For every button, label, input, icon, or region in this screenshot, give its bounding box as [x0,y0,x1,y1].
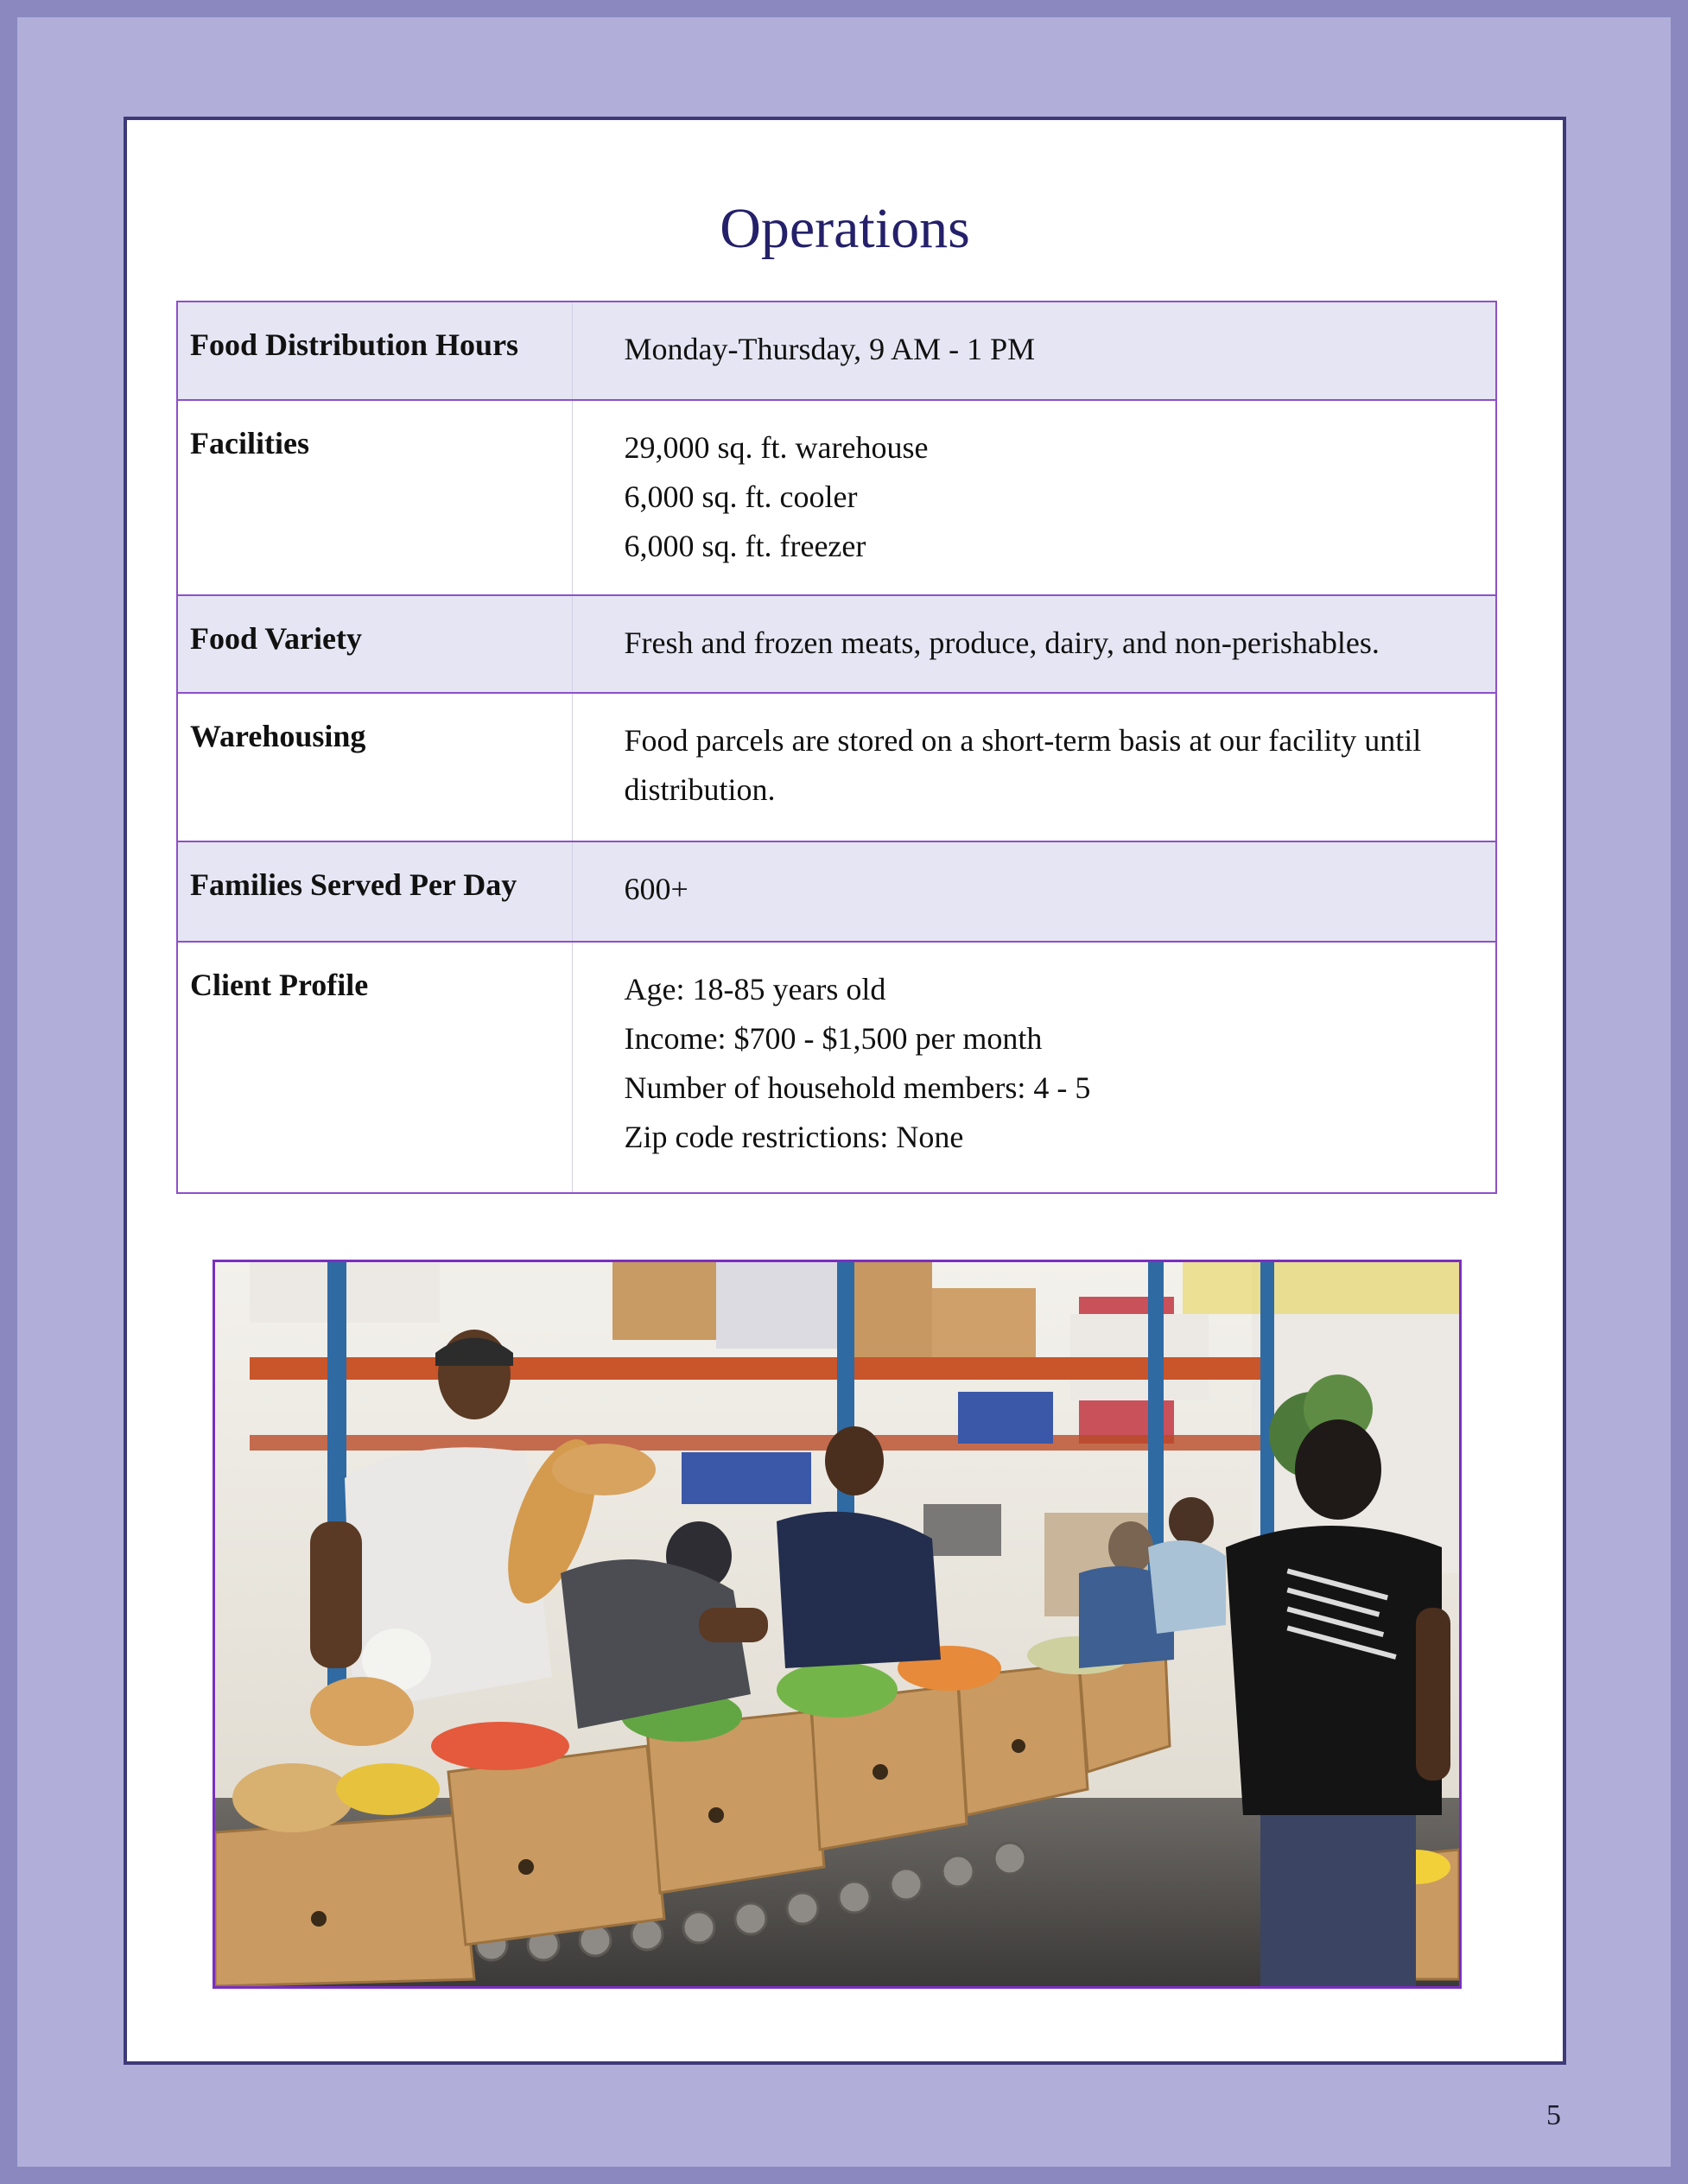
table-row-warehousing [177,693,1496,841]
row-value [572,595,1496,693]
value-line: Zip code restrictions: None [624,1120,964,1154]
table-row-food-variety [177,595,1496,693]
row-label: Food Variety [177,595,572,693]
value-line: Monday-Thursday, 9 AM - 1 PM [624,332,1036,366]
table-row-food-distribution-hours [177,302,1496,400]
value-line: Number of household members: 4 - 5 [624,1070,1091,1105]
table-row-families-served [177,841,1496,942]
page-number: 5 [1546,2099,1561,2131]
value-line: Food parcels are stored on a short-term basis at our facility until distribution. [624,723,1422,807]
row-label: Families Served Per Day [177,841,572,942]
row-value [572,942,1496,1193]
table-row-facilities [177,400,1496,595]
row-value [572,400,1496,595]
document-page [124,117,1566,2065]
value-line: 6,000 sq. ft. freezer [624,529,866,563]
value-line: Age: 18-85 years old [624,972,886,1006]
row-label: Client Profile [177,942,572,1193]
page-title: Operations [720,197,970,260]
row-value [572,302,1496,400]
row-value [572,693,1496,841]
value-line: 6,000 sq. ft. cooler [624,479,858,514]
value-line: Fresh and frozen meats, produce, dairy, and non-perishables. [624,625,1380,660]
table-row-client-profile [177,942,1496,1193]
row-label: Facilities [177,400,572,595]
warehouse-volunteers-illustration [215,1262,1459,1986]
food-bank-photo [213,1260,1462,1989]
row-label: Warehousing [177,693,572,841]
row-label: Food Distribution Hours [177,302,572,400]
value-line: 600+ [624,872,689,906]
value-line: 29,000 sq. ft. warehouse [624,430,929,465]
operations-table [176,301,1497,1194]
row-value [572,841,1496,942]
value-line: Income: $700 - $1,500 per month [624,1021,1043,1056]
